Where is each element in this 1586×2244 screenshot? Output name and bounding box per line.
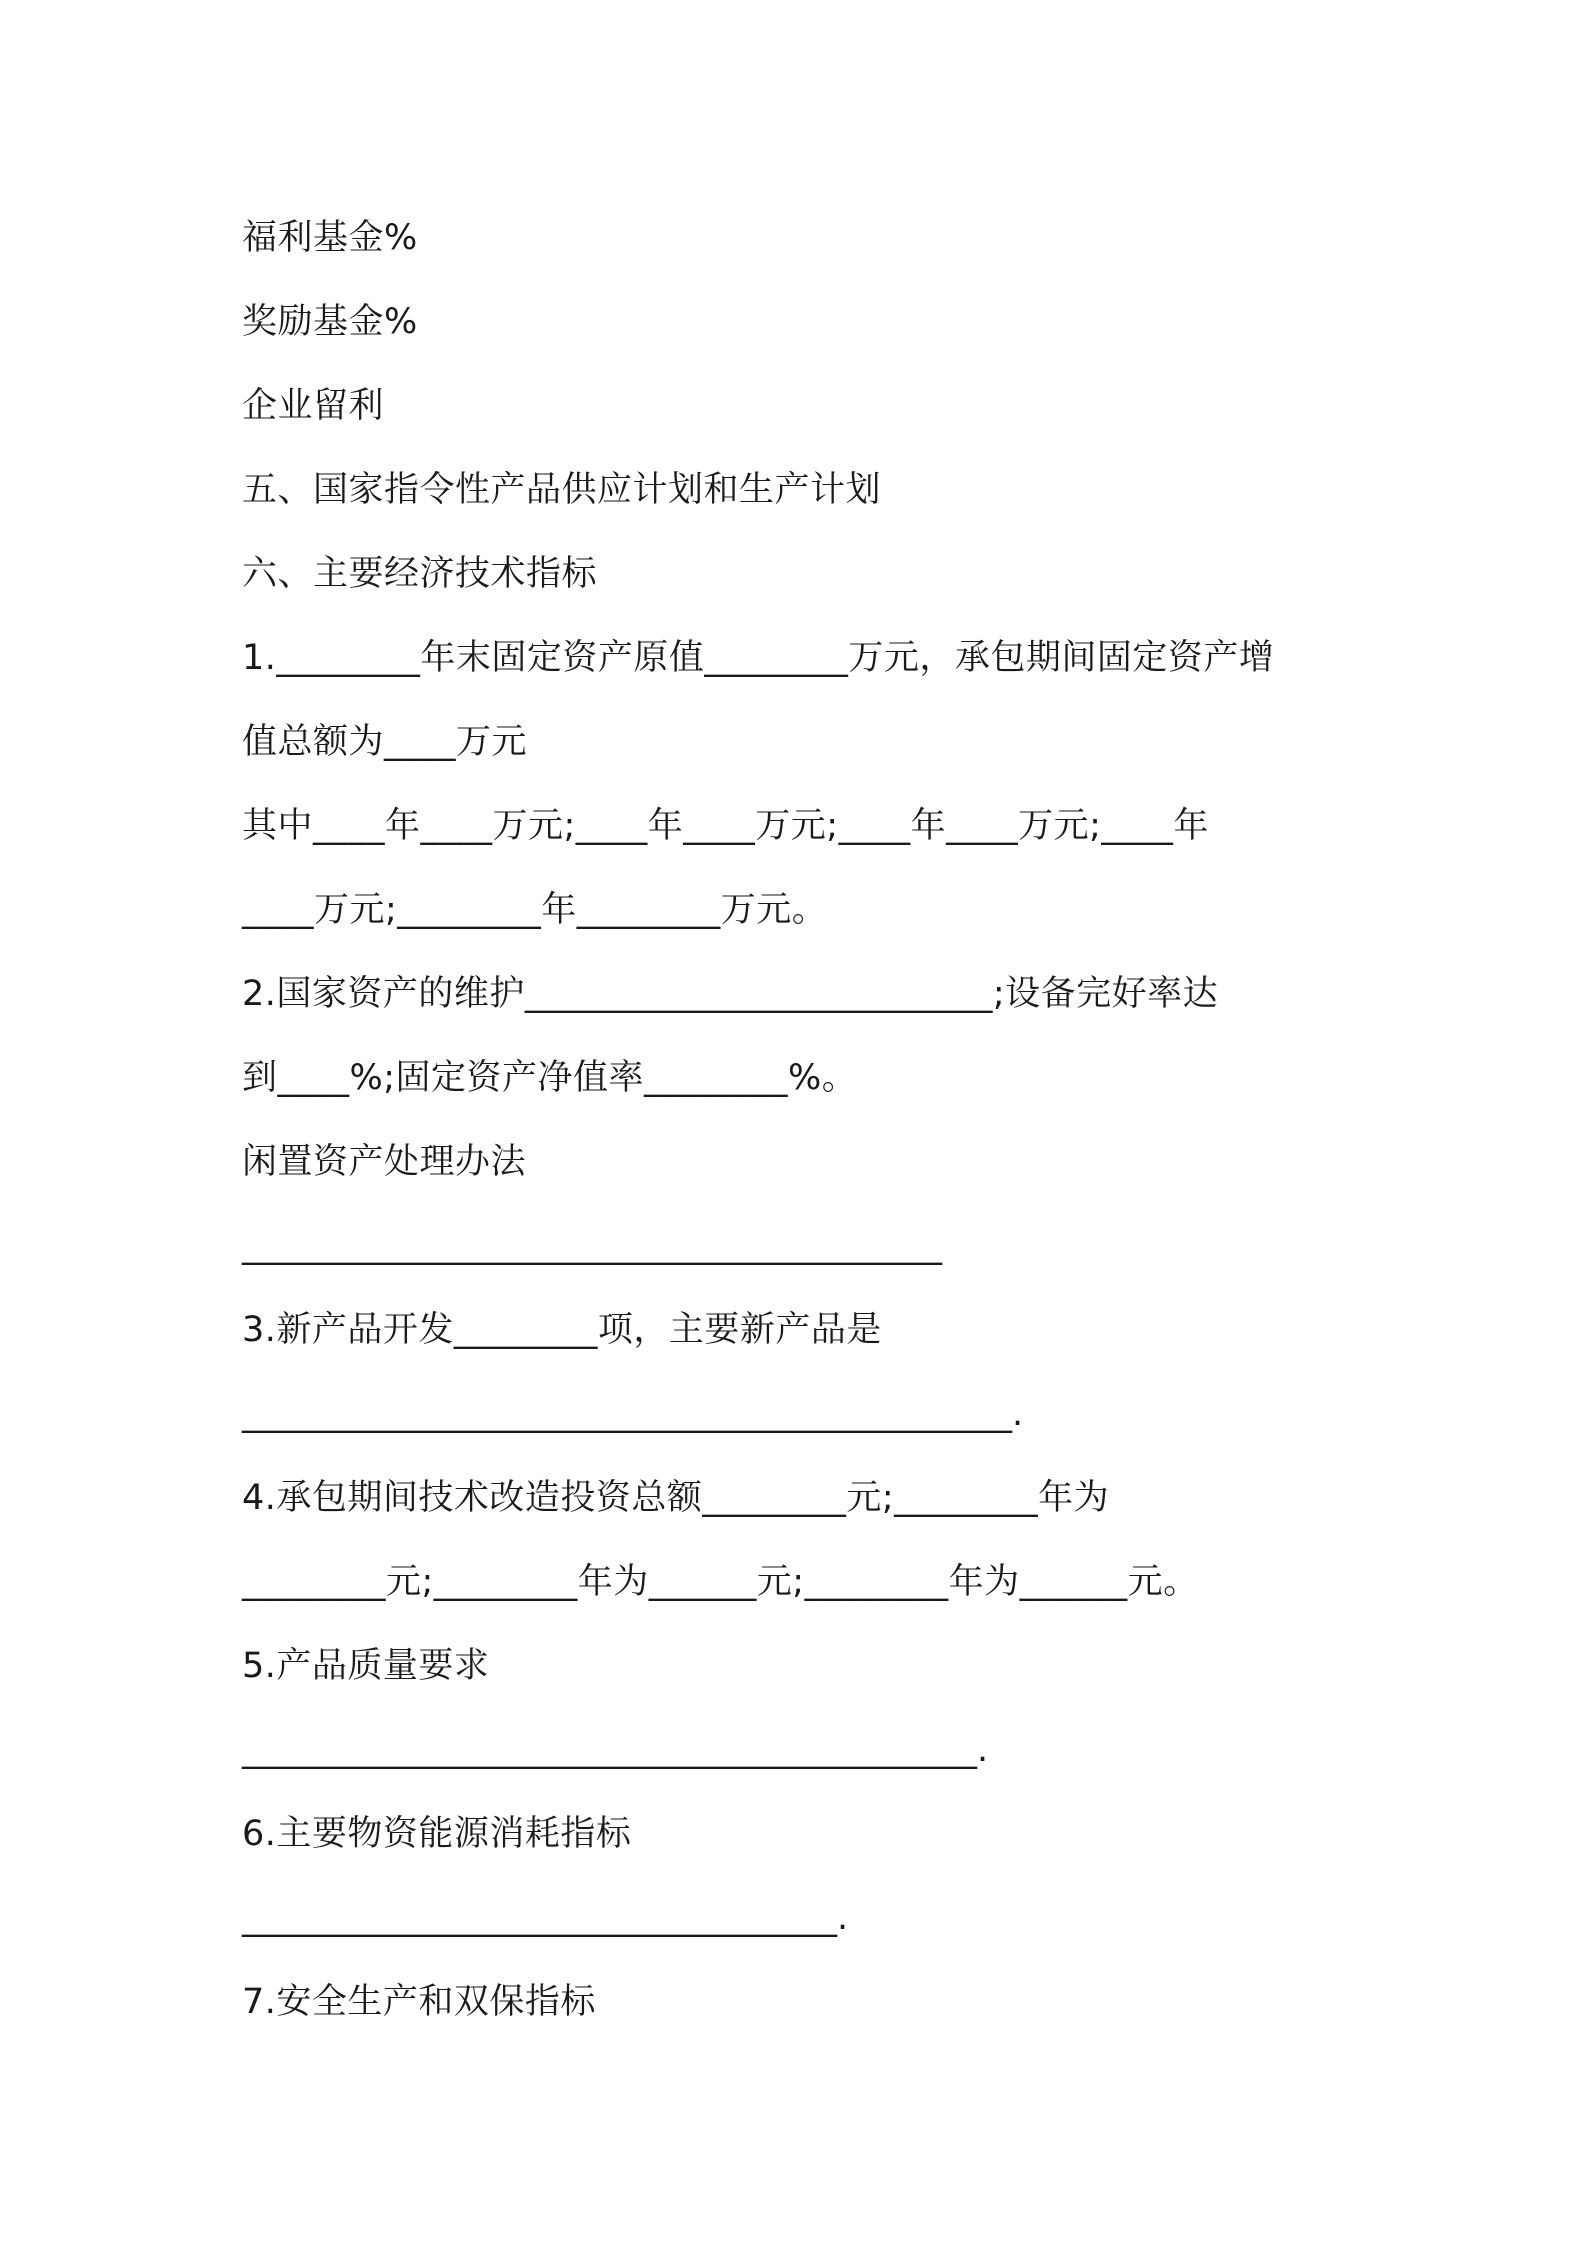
- item-6-heading: 6.主要物资能源消耗指标: [242, 1814, 632, 1854]
- idle-assets-blank: ________________________________________: [242, 1226, 942, 1266]
- item-5-heading: 5.产品质量要求: [242, 1646, 490, 1686]
- idle-assets-label: 闲置资产处理办法: [242, 1142, 527, 1182]
- item-1-line-3: 其中____年____万元;____年____万元;____年____万元;____年: [242, 806, 1209, 846]
- item-6-blank: __________________________________.: [242, 1898, 849, 1938]
- section-6-heading: 六、主要经济技术指标: [242, 554, 598, 594]
- item-5-blank: __________________________________________.: [242, 1730, 989, 1770]
- item-7-heading: 7.安全生产和双保指标: [242, 1982, 596, 2022]
- bonus-fund-line: 奖励基金%: [242, 302, 418, 342]
- document-page: [242, 196, 1392, 2044]
- item-1-line-1: 1.________年末固定资产原值________万元，承包期间固定资产增: [242, 638, 1275, 678]
- item-3-blank: ____________________________________________.: [242, 1394, 1024, 1434]
- retained-profit-line: 企业留利: [242, 386, 385, 426]
- item-1-line-2: 值总额为____万元: [242, 722, 528, 762]
- section-5-heading: 五、国家指令性产品供应计划和生产计划: [242, 470, 882, 510]
- item-2-line-1: 2.国家资产的维护__________________________;设备完好率达: [242, 974, 1219, 1014]
- item-4-line-1: 4.承包期间技术改造投资总额________元;________年为: [242, 1478, 1110, 1518]
- item-3-line-1: 3.新产品开发________项，主要新产品是: [242, 1310, 882, 1350]
- item-4-line-2: ________元;________年为______元;________年为______元。: [242, 1562, 1199, 1602]
- item-1-line-4: ____万元;________年________万元。: [242, 890, 828, 930]
- welfare-fund-line: 福利基金%: [242, 218, 418, 258]
- item-2-line-2: 到____%;固定资产净值率________%。: [242, 1058, 858, 1098]
